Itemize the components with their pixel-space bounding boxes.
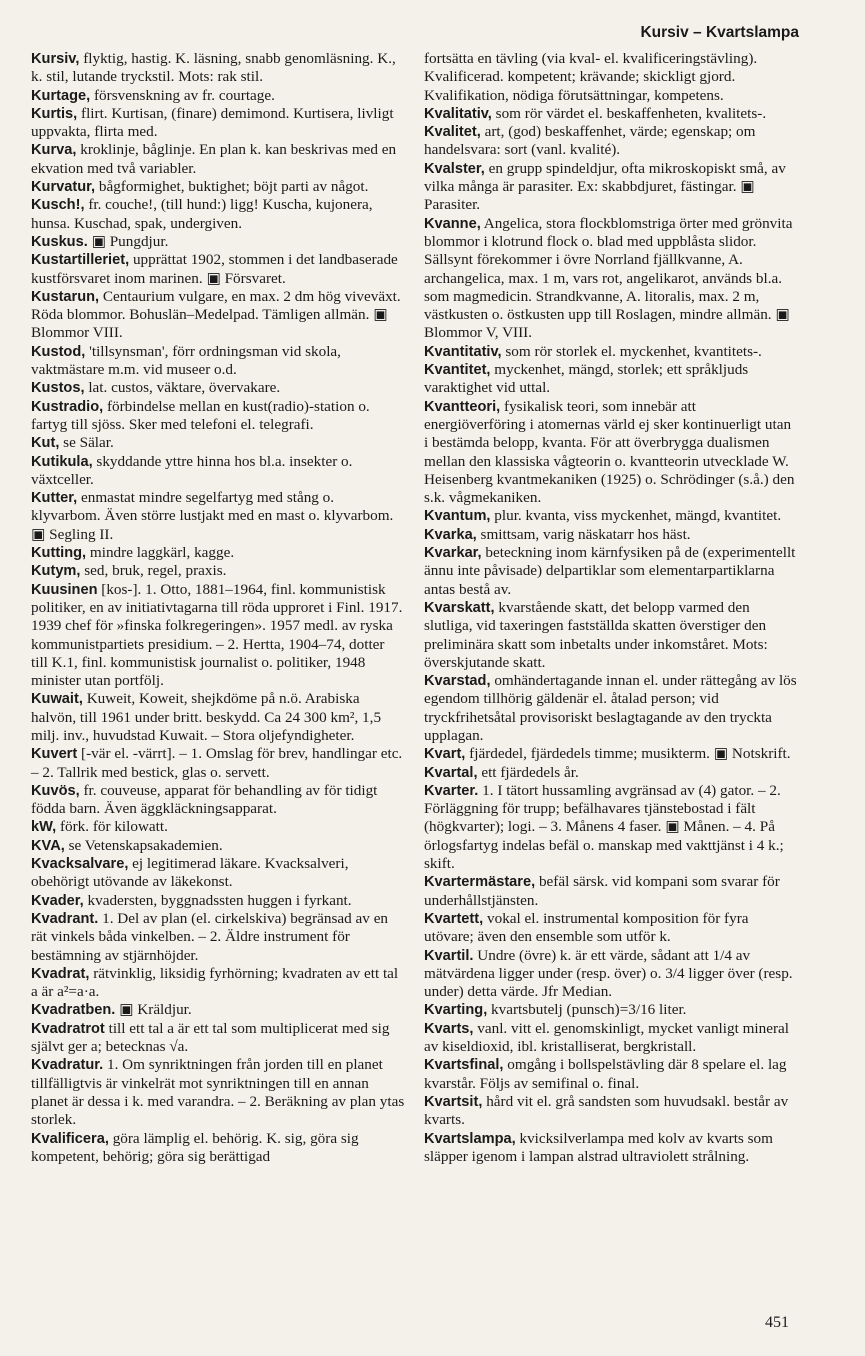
- entry-headword: Kurvatur,: [31, 179, 96, 196]
- dictionary-entry: [424, 672, 798, 745]
- entry-definition: fr. couveuse, apparat för behandling av för tidigt födda barn. Även äggkläckningsapparat.: [31, 781, 378, 818]
- entry-headword: Kvarter.: [424, 782, 479, 799]
- entry-definition: smittsam, varig näskatarr hos häst.: [476, 525, 691, 543]
- entry-definition: förk. för kilowatt.: [56, 818, 168, 836]
- entry-definition: förbindelse mellan en kust(radio)-station o. fartyg till sjöss. Sker med telefoni el. telegrafi.: [31, 397, 370, 433]
- dictionary-entry: [31, 782, 405, 819]
- dictionary-entry: [31, 581, 405, 691]
- entry-headword: Kvarskatt,: [424, 599, 495, 616]
- entry-definition: upprättat 1902, stommen i det landbaserade kustförsvaret inom marinen. ▣ Försvaret.: [31, 251, 398, 287]
- entry-definition: [kos-]. 1. Otto, 1881–1964, finl. kommunistisk politiker, en av initiativtagarna till röda upproret i Finl. 1917. 1939 chef för »finska folkregeringen». 1957 medl. av ryska kommunistpartiets presidium. – 2. Hertta, 1904–74, dotter till K.1, finl. kommunistisk journalist o. politiker, 1948 minister utan portfölj.: [31, 580, 403, 690]
- entry-definition: vanl. vitt el. genomskinligt, mycket vanligt mineral av kiseldioxid, ibl. kristalliserat, bergkristall.: [424, 1019, 789, 1056]
- dictionary-entry: [31, 1020, 405, 1057]
- entry-definition: omgång i bollspelstävling där 8 spelare el. lag kvarstår. Följs av semifinal o. final.: [424, 1056, 787, 1092]
- entry-definition: 'tillsynsman', förr ordningsman vid skola, vaktmästare m.m. vid museer o.d.: [31, 342, 341, 379]
- entry-definition: myckenhet, mängd, storlek; ett språkljuds varaktighet vid uttal.: [424, 361, 749, 397]
- entry-headword: Kvantum,: [424, 508, 491, 525]
- entry-headword: Kusch!,: [31, 197, 85, 214]
- entry-headword: Kvalster,: [424, 160, 485, 177]
- entry-headword: Kvadrant.: [31, 910, 99, 927]
- dictionary-entry: [31, 910, 405, 965]
- entry-headword: Kustos,: [31, 380, 85, 397]
- entry-headword: Kvartermästare,: [424, 874, 536, 891]
- dictionary-entry: [31, 398, 405, 435]
- entry-definition: skyddande yttre hinna hos bl.a. insekter o. växtceller.: [31, 452, 353, 488]
- entry-definition: 1. Del av plan (el. cirkelskiva) begränsad av en rät vinkels båda vinkelben. – 2. Äldre instrument för bestämning av stjärnhöjder.: [31, 909, 389, 964]
- entry-definition: kroklinje, båglinje. En plan k. kan beskrivas med en ekvation med två variabler.: [31, 141, 397, 177]
- left-column: [31, 50, 405, 1166]
- entry-definition: fortsätta en tävling (via kval- el. kvalificeringstävling). Kvalificerad. kompetent; krävande; skickligt gjord. Kvalifikation, nödiga förutsättningar, kompetens.: [424, 50, 758, 104]
- dictionary-entry: [31, 141, 405, 178]
- entry-definition: Kuweit, Koweit, shejkdöme på n.ö. Arabiska halvön, till 1961 under britt. beskydd. Ca 24 300 km², 1,5 milj. inv., huvudstad Kuwait. – Stora oljefyndigheter.: [31, 690, 382, 744]
- entry-definition: försvenskning av fr. courtage.: [90, 86, 275, 104]
- entry-headword: Kvantitet,: [424, 362, 491, 379]
- entry-definition: omhändertagande innan el. under rättegång av lös egendom tillhörig gäldenär el. åtalad person; vid tryckfrihetsåtal provisoriskt beslagtagande av den tryckta upplagan.: [424, 672, 797, 744]
- entry-definition: Undre (övre) k. är ett värde, sådant att 1/4 av mätvärdena ligger under (resp. över) o. 3/4 ligger över (resp. under) detta värde. Jfr Median.: [424, 946, 793, 1001]
- entry-headword: Kurva,: [31, 142, 77, 159]
- entry-definition: 1. Om synriktningen från jorden till en planet tillfälligtvis är vinkelrät mot synriktningen till en annan planet är dessa i k. med varandra. – 2. Beräkning av plan ytas storlek.: [31, 1056, 405, 1129]
- dictionary-entry: [31, 892, 405, 910]
- entry-headword: kW,: [31, 819, 57, 836]
- entry-definition: vokal el. instrumental komposition för fyra utövare; även den ensemble som utför k.: [424, 909, 749, 946]
- dictionary-entry: [424, 123, 798, 160]
- entry-definition: kvarstående skatt, det belopp varmed den slutliga, vid taxeringen fastställda skatten överstiger den preliminära skatt som inbetalts under inkomståret. Mots: överskjutande skatt.: [424, 598, 768, 671]
- entry-headword: Kvanne,: [424, 215, 481, 232]
- entry-headword: Kvadratrot: [31, 1020, 105, 1037]
- entry-definition: ▣ Kräldjur.: [115, 1001, 192, 1019]
- dictionary-entry: [424, 1093, 798, 1130]
- dictionary-entry: [31, 233, 405, 251]
- entry-headword: Kvartsfinal,: [424, 1057, 504, 1074]
- entry-definition: lat. custos, väktare, övervakare.: [84, 379, 281, 397]
- running-head: Kursiv – Kvartslampa: [640, 24, 799, 41]
- dictionary-entry: [424, 50, 798, 105]
- dictionary-entry: [31, 965, 405, 1002]
- entry-headword: Kuskus.: [31, 233, 88, 250]
- entry-headword: Kuvert: [31, 746, 78, 763]
- entry-headword: Kurtage,: [31, 87, 91, 104]
- entry-headword: Kvarts,: [424, 1020, 474, 1037]
- dictionary-entry: [424, 361, 798, 398]
- entry-headword: Kurtis,: [31, 105, 78, 122]
- dictionary-entry: [424, 1130, 798, 1167]
- entry-headword: Kvarting,: [424, 1002, 488, 1019]
- dictionary-entry: [424, 1020, 798, 1057]
- dictionary-entry: [424, 526, 798, 544]
- entry-headword: Kursiv,: [31, 51, 80, 67]
- dictionary-entry: [424, 398, 798, 508]
- entry-headword: Kvantitativ,: [424, 343, 502, 360]
- entry-definition: Angelica, stora flockblomstriga örter med grönvita blommor i klotrund flock o. blad med uppblåsta slidor. Sällsynt förekommer i övre Norrland fjällkvanne, A. archangelica, max. 1 m, vars rot, angelikarot, används bl.a. som magmedicin. Strandkvanne, A. litoralis, max. 2 m, västkusten o. östkusten upp till Roslagen, mindre allmän. ▣ Blommor V, VIII.: [424, 214, 793, 342]
- dictionary-entry: [31, 105, 405, 142]
- entry-definition: fjärdedel, fjärdedels timme; musikterm. ▣ Notskrift.: [465, 745, 791, 763]
- dictionary-entry: [31, 343, 405, 380]
- entry-definition: Centaurium vulgare, en max. 2 dm hög viveväxt. Röda blommor. Bohuslän–Medelpad. Tämligen allmän. ▣ Blommor VIII.: [31, 287, 401, 342]
- dictionary-entry: [424, 544, 798, 599]
- entry-headword: Kuwait,: [31, 691, 83, 708]
- entry-definition: ▣ Pungdjur.: [87, 232, 169, 250]
- entry-definition: kvicksilverlampa med kolv av kvarts som släpper igenom i lampan alstrad ultraviolett strålning.: [424, 1129, 773, 1165]
- dictionary-entry: [424, 910, 798, 947]
- entry-headword: Kvadratur.: [31, 1057, 104, 1074]
- dictionary-entry: [31, 489, 405, 544]
- dictionary-entry: [31, 1001, 405, 1019]
- right-column: [424, 50, 798, 1166]
- entry-headword: Kvarkar,: [424, 545, 482, 562]
- dictionary-entry: [424, 507, 798, 525]
- entry-definition: se Sälar.: [59, 434, 114, 452]
- dictionary-entry: [31, 1130, 405, 1167]
- dictionary-entry: [31, 434, 405, 452]
- entry-definition: fr. couche!, (till hund:) ligg! Kuscha, kujonera, hunsa. Kuschad, spak, undergiven.: [31, 196, 373, 232]
- entry-headword: Kutym,: [31, 563, 81, 580]
- dictionary-entry: [424, 599, 798, 672]
- dictionary-entry: [31, 178, 405, 196]
- dictionary-entry: [424, 873, 798, 910]
- dictionary-entry: [31, 50, 405, 87]
- entry-definition: enmastat mindre segelfartyg med stång o. klyvarbom. Även större lustjakt med en mast o. klyvarbom. ▣ Segling II.: [31, 489, 394, 543]
- entry-definition: flirt. Kurtisan, (finare) demimond. Kurtisera, livligt uppvakta, flirta med.: [31, 104, 394, 141]
- dictionary-entry: [424, 764, 798, 782]
- entry-definition: till ett tal a är ett tal som multiplicerat med sig självt ger a; betecknas √a.: [31, 1019, 390, 1056]
- entry-headword: Kvadrat,: [31, 965, 90, 982]
- dictionary-entry: [424, 1001, 798, 1019]
- dictionary-entry: [31, 1056, 405, 1129]
- entry-headword: Kvarstad,: [424, 673, 491, 690]
- entry-headword: Kvader,: [31, 892, 84, 909]
- entry-headword: Kut,: [31, 435, 60, 452]
- entry-definition: kvartsbutelj (punsch)=3/16 liter.: [487, 1001, 687, 1019]
- entry-definition: 1. I tätort hussamling avgränsad av (4) gator. – 2. Förläggning för trupp; befälhavares tjänstebostad i fält (högkvarter); logi. – 3. Månens 4 faser. ▣ Månen. – 4. På örlogsfartyg indelas befäl o. manskap med vakttjänst i 4 k.; skift.: [424, 781, 784, 873]
- entry-definition: hård vit el. grå sandsten som huvudsakl. består av kvarts.: [424, 1092, 789, 1129]
- dictionary-entry: [31, 562, 405, 580]
- entry-definition: en grupp spindeldjur, ofta mikroskopiskt små, av vilka många är parasiter. Ex: skabbdjuret, fästingar. ▣ Parasiter.: [424, 159, 786, 214]
- dictionary-entry: [424, 160, 798, 215]
- entry-headword: Kvalitet,: [424, 124, 481, 141]
- entry-headword: Kvartsit,: [424, 1093, 483, 1110]
- page-number: 451: [765, 1314, 789, 1331]
- entry-definition: befäl särsk. vid kompani som svarar för underhållstjänsten.: [424, 873, 780, 909]
- entry-definition: beteckning inom kärnfysiken på de (experimentellt ännu inte påvisade) delpartiklar som elementarpartiklarna antas bestå av.: [424, 544, 796, 598]
- dictionary-entry: [31, 837, 405, 855]
- dictionary-entry: [31, 251, 405, 288]
- entry-definition: plur. kvanta, viss myckenhet, mängd, kvantitet.: [490, 507, 782, 525]
- entry-headword: Kustod,: [31, 343, 86, 360]
- entry-headword: Kvadratben.: [31, 1002, 116, 1019]
- entry-definition: ej legitimerad läkare. Kvacksalveri, obehörigt utövande av läkekonst.: [31, 855, 349, 891]
- dictionary-entry: [31, 690, 405, 745]
- entry-headword: Kustarun,: [31, 288, 100, 305]
- dictionary-entry: [31, 379, 405, 397]
- dictionary-entry: [31, 818, 405, 836]
- dictionary-entry: [424, 215, 798, 343]
- entry-definition: mindre laggkärl, kagge.: [86, 544, 235, 562]
- dictionary-entry: [424, 105, 798, 123]
- entry-headword: Kvartslampa,: [424, 1130, 516, 1147]
- entry-headword: Kutter,: [31, 490, 78, 507]
- dictionary-entry: [31, 855, 405, 892]
- dictionary-entry: [31, 87, 405, 105]
- dictionary-entry: [424, 782, 798, 873]
- entry-headword: Kvartil.: [424, 947, 474, 964]
- entry-definition: sed, bruk, regel, praxis.: [80, 562, 227, 580]
- dictionary-entry: [31, 288, 405, 343]
- entry-definition: flyktig, hastig. K. läsning, snabb genomläsning. K., k. stil, lutande tryckstil. Mots: rak stil.: [31, 50, 396, 86]
- dictionary-entry: [31, 196, 405, 233]
- dictionary-entry: [424, 343, 798, 361]
- entry-headword: Kustartilleriet,: [31, 252, 130, 269]
- entry-definition: [-vär el. -värrt]. – 1. Omslag för brev, handlingar etc. – 2. Tallrik med bestick, glas o. servett.: [31, 745, 403, 781]
- entry-definition: kvadersten, byggnadssten huggen i fyrkant.: [83, 891, 352, 909]
- entry-definition: se Vetenskapsakademien.: [64, 836, 223, 854]
- dictionary-entry: [424, 745, 798, 763]
- dictionary-entry: [424, 1056, 798, 1093]
- dictionary-entry: [31, 453, 405, 490]
- dictionary-entry: [31, 544, 405, 562]
- entry-headword: KVA,: [31, 837, 65, 854]
- entry-definition: art, (god) beskaffenhet, värde; egenskap; om handelsvara: sort (vanl. kvalité).: [424, 123, 756, 159]
- entry-headword: Kuusinen: [31, 581, 98, 598]
- entry-headword: Kvantteori,: [424, 398, 501, 415]
- entry-headword: Kvart,: [424, 746, 466, 763]
- entry-definition: fysikalisk teori, som innebär att energiöverföring i atomernas värld ej sker kontinuerligt utan i bestämda belopp, kvanta. För att överbrygga dualismen mellan den klassiska vågteorin o. kvantteorin utvecklade W. Heisenberg kvantmekaniken (1925) o. Schrödinger (s.å.) den s.k. vågmekaniken.: [424, 397, 795, 507]
- entry-headword: Kvalificera,: [31, 1130, 109, 1147]
- entry-definition: bågformighet, buktighet; böjt parti av något.: [95, 178, 369, 196]
- entry-headword: Kutikula,: [31, 453, 93, 470]
- entry-definition: som rör storlek el. myckenhet, kvantitets-.: [501, 342, 762, 360]
- entry-headword: Kuvös,: [31, 782, 80, 799]
- entry-headword: Kvartal,: [424, 764, 478, 781]
- entry-headword: Kvacksalvare,: [31, 856, 129, 873]
- entry-headword: Kutting,: [31, 545, 87, 562]
- dictionary-entry: [31, 745, 405, 782]
- entry-headword: Kustradio,: [31, 398, 104, 415]
- entry-headword: Kvalitativ,: [424, 105, 492, 122]
- entry-headword: Kvarka,: [424, 526, 477, 543]
- dictionary-entry: [424, 947, 798, 1002]
- entry-headword: Kvartett,: [424, 910, 484, 927]
- entry-definition: ett fjärdedels år.: [477, 763, 579, 781]
- entry-definition: som rör värdet el. beskaffenheten, kvalitets-.: [491, 104, 767, 122]
- entry-definition: rätvinklig, liksidig fyrhörning; kvadraten av ett tal a är a²=a·a.: [31, 964, 399, 1001]
- entry-definition: göra lämplig el. behörig. K. sig, göra sig kompetent, behörig; göra sig berättigad: [31, 1129, 359, 1165]
